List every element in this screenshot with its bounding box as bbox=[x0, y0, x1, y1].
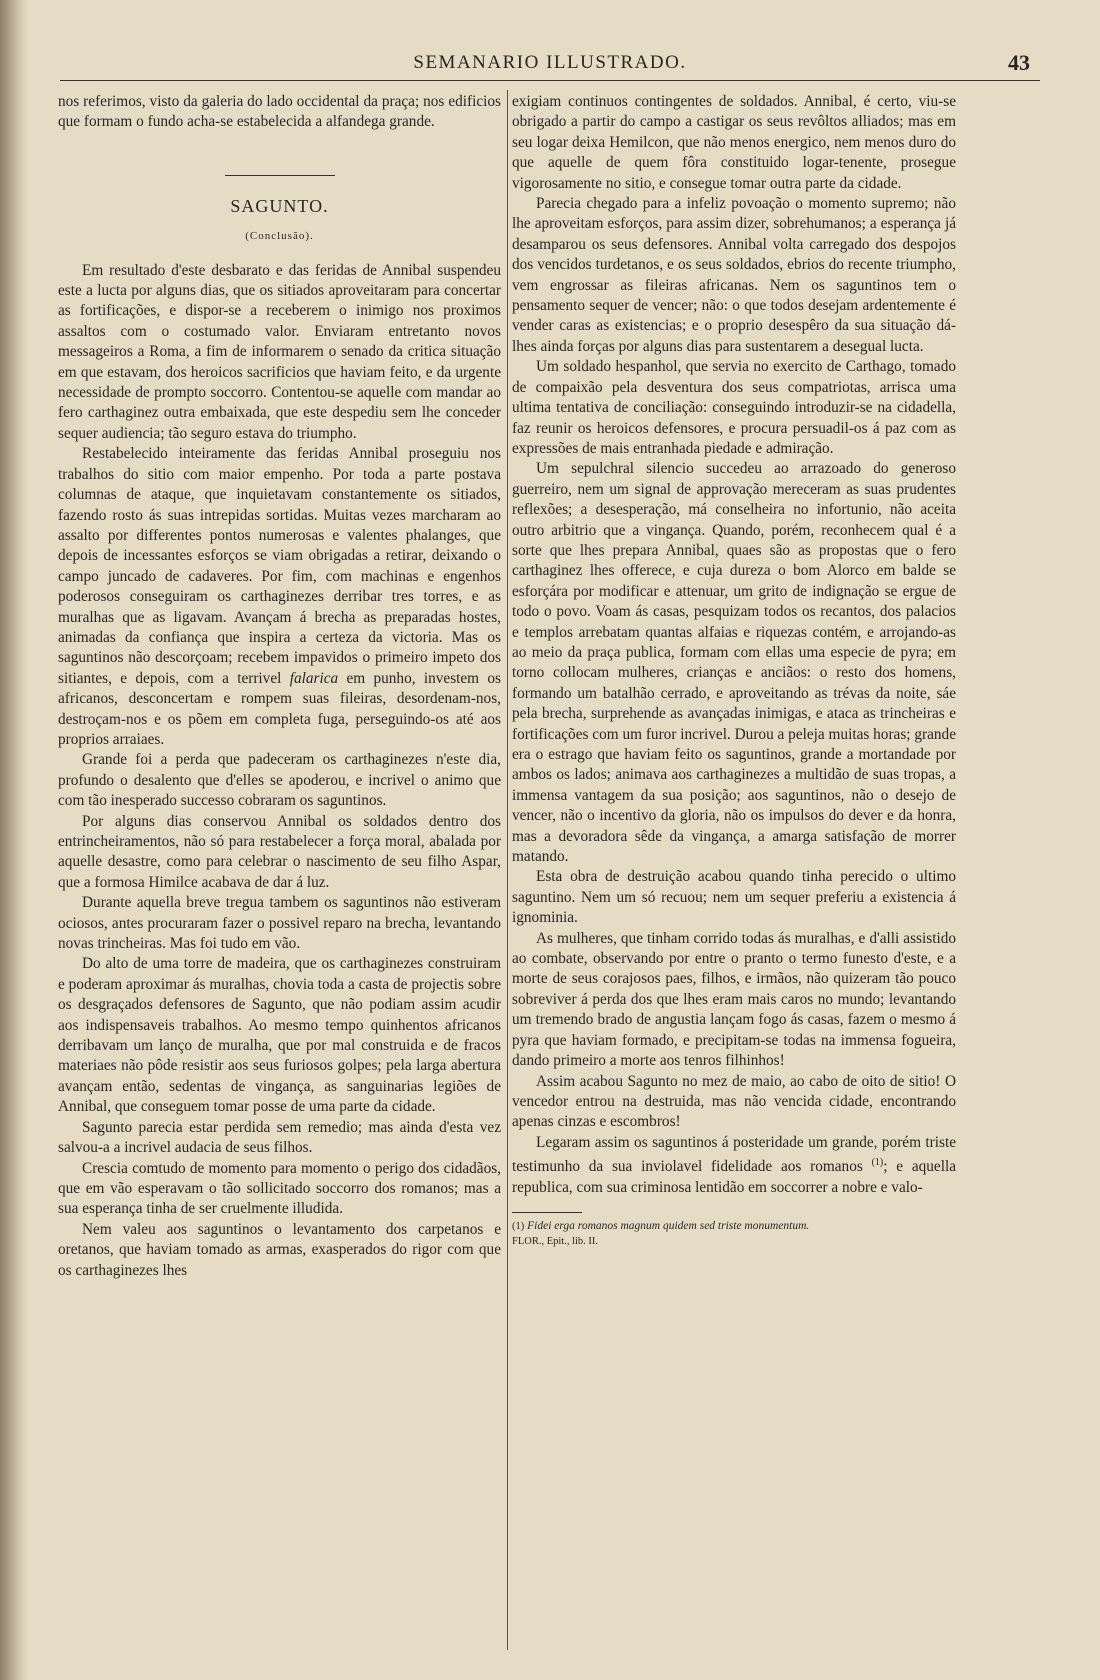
paragraph-text: em punho, investem os africanos, desconcertam e rompem suas fileiras, desordenam-nos, destroçam-nos e os põem em completa fuga, perseguindo-os até aos proprios arraiaes. bbox=[58, 669, 501, 748]
italic-word: falarica bbox=[289, 669, 339, 687]
running-title: SEMANARIO ILLUSTRADO. bbox=[413, 52, 687, 73]
footnote bbox=[512, 1219, 956, 1249]
paragraph-text: Legaram assim os saguntinos á posteridade um grande, porém triste testimunho da sua inviolavel fidelidade aos romanos bbox=[512, 1133, 956, 1176]
paragraph: Crescia comtudo de momento para momento o perigo dos cidadãos, que em vão esperavam o tão sollicitado soccorro dos romanos; mas a sua esperança tinha de ser cruelmente illudida. bbox=[58, 1159, 501, 1218]
paragraph bbox=[58, 444, 501, 750]
paragraph: Do alto de uma torre de madeira, que os carthaginezes construiram e poderam aproximar ás muralhas, chovia toda a casta de projectis sobre os desgraçados defensores de Sagunto, que não podiam assim acudir aos indispensaveis trabalhos. Ao mesmo tempo quinhentos africanos derribavam um lanço de muralha, que por mal construida e de fracos materiaes não pôde resistir aos seus furiosos golpes; pela larga abertura avançam então, sedentas de vingança, as sanguinarias legiões de Annibal, que conseguem tomar posse de uma parte da cidade. bbox=[58, 955, 501, 1116]
article-title: SAGUNTO. bbox=[230, 195, 329, 216]
paragraph: exigiam continuos contingentes de soldados. Annibal, é certo, viu-se obrigado a partir do campo a castigar os seus revôltos alliados; mas em seu logar deixa Hemilcon, que não menos energico, nem menos duro do que aquelle de quem fôra constituido logar-tenente, prosegue vigorosamente no sitio, e consegue tomar outra parte da cidade. bbox=[512, 93, 956, 192]
section-separator bbox=[225, 175, 335, 176]
paragraph: Assim acabou Sagunto no mez de maio, ao cabo de oito de sitio! O vencedor entrou na destruida, mas não vencida cidade, encontrando apenas cinzas e escombros! bbox=[512, 1072, 956, 1131]
paragraph: As mulheres, que tinham corrido todas ás muralhas, e d'alli assistido ao combate, observando por entre o pranto o termo funesto d'este, e a morte de seus corajosos paes, filhos, e irmãos, não quizeram tão pouco sobreviver á perda dos que lhes eram mais caros no mundo; levantando um tremendo brado de angustia lançam fogo ás casas, fazem o mesmo á pyra que haviam formado, e precipitam-se todas na immensa fogueira, dando primeiro a morte aos tenros filhinhos! bbox=[512, 929, 956, 1070]
paragraph: Em resultado d'este desbarato e das feridas de Annibal suspendeu este a lucta por alguns dias, que os sitiados aproveitaram para concertar as fortificações, e dispor-se a receberem o inimigo nos proximos assaltos com o costumado valor. Enviaram entretanto novos messageiros a Roma, a fim de informarem o senado da critica situação em que estavam, dos heroicos sacrificios que haviam feito, e da urgente necessidade de prompto soccorro. Contentou-se aquelle com mandar ao fero carthaginez outra embaixada, que este despediu sem lhe conceder sequer audiencia; tão seguro estava do triumpho. bbox=[58, 261, 501, 442]
page-binding-shadow bbox=[0, 0, 28, 1680]
paragraph: Parecia chegado para a infeliz povoação o momento supremo; não lhe aproveitam esforços, para assim dizer, sobrehumanos; a esperança já desamparou os seus defensores. Annibal volta carregado dos despojos dos vencidos turdetanos, e os seus soldados, ebrios do recente triumpho, vem engrossar as fileiras africanas. Nem os saguntinos tem o pensamento sequer de vencer; não: o que todos desejam ardentemente é vender caras as existencias; e o proprio desespêro da sua situação dá-lhes ainda forças por alguns dias para sustentarem a desegual lucta. bbox=[512, 195, 956, 355]
paragraph bbox=[512, 1133, 956, 1198]
footnote-text: Fidei erga romanos magnum quidem sed triste monumentum. bbox=[527, 1220, 810, 1233]
right-column bbox=[512, 92, 956, 1249]
paragraph: Nem valeu aos saguntinos o levantamento dos carpetanos e oretanos, que haviam tomado as armas, exasperados do rigor com que os carthaginezes lhes bbox=[58, 1220, 501, 1279]
page-header bbox=[60, 50, 1040, 81]
paragraph: Por alguns dias conservou Annibal os soldados dentro dos entrincheiramentos, não só para restabelecer a força moral, abalada por aquelle desastre, como para celebrar o nascimento de seu filho Aspar, que a formosa Himilce acabava de dar á luz. bbox=[58, 812, 501, 891]
paragraph: Sagunto parecia estar perdida sem remedio; mas ainda d'esta vez salvou-a a incrivel audacia de seus filhos. bbox=[58, 1118, 501, 1157]
footnote-source: FLOR., Epit., lib. II. bbox=[512, 1236, 599, 1248]
column-divider bbox=[507, 90, 508, 1650]
paragraph: Um soldado hespanhol, que servia no exercito de Carthago, tomado de compaixão pela desventura dos seus compatriotas, arrisca uma ultima tentativa de conciliação: conseguindo introduzir-se na cidadella, faz reunir os heroicos defensores, e procura persuadil-os á paz com as expressões de mais entranhada piedade e admiração. bbox=[512, 358, 956, 457]
paragraph-text: ; e aquella republica, com sua criminosa lentidão em soccorrer a nobre e valo- bbox=[512, 1158, 956, 1196]
page-number: 43 bbox=[1008, 50, 1030, 75]
footnote-reference: (1) bbox=[871, 1157, 884, 1169]
paragraph: Um sepulchral silencio succedeu ao arrazoado do generoso guerreiro, nem um signal de approvação mereceram as suas prudentes reflexões; a desesperação, má conselheira no infortunio, não aceita outro arbitrio que a vingança. Quando, porém, reconhecem qual é a sorte que lhes prepara Annibal, quaes são as propostas que o fero carthaginez lhes offerece, e cuja dureza o bom Alorco em balde se esforçára por modificar e attenuar, um grito de indignação se ergue de todo o povo. Voam ás casas, pesquizam todos os recantos, dos palacios e templos arrebatam quantas alfaias e riquezas contém, e arrojando-as ao meio da praça publica, formam com ellas uma especie de pyra; em torno collocam mulheres, crianças e anciãos: o resto dos homens, formando um batalhão cerrado, e aproveitando as trévas da noite, sáe pela brecha, surprehende as avançadas inimigas, e ataca as trincheiras e fortificações com um furor incrivel. Durou a peleja muitas horas; grande era o estrago que haviam feito os saguntinos, grande a mortandade por ambos os lados; animava aos carthaginezes a multidão de suas tropas, a immensa vantagem da sua posição; aos saguntinos, não o desejo de vencer, não o incentivo da gloria, não os impulsos do dever e da honra, mas a devoradora sêde da vingança, a amarga satisfação de morrer matando. bbox=[512, 460, 956, 866]
left-column bbox=[58, 92, 501, 1281]
article-subtitle: (Conclusão). bbox=[245, 230, 314, 243]
intro-paragraph: nos referimos, visto da galeria do lado occidental da praça; nos edificios que formam o fundo acha-se estabelecida a alfandega grande. bbox=[58, 93, 501, 131]
paragraph: Esta obra de destruição acabou quando tinha perecido o ultimo saguntino. Nem um só recuou; nem um sequer preferiu a existencia á ignominia. bbox=[512, 868, 956, 927]
paragraph-text: Restabelecido inteiramente das feridas Annibal proseguiu nos trabalhos do sitio com maior empenho. Por toda a parte postava columnas de ataque, que inquietavam constantemente os sitiados, fazendo rosto ás suas intrepidas sortidas. Muitas vezes marcharam ao assalto por differentes pontos numerosas e valentes phalanges, que depois de incessantes esforços se viam obrigadas a retirar, deixando o campo juncado de cadaveres. Por fim, com machinas e engenhos poderosos conseguiram os carthaginezes derribar tres torres, e as muralhas que as ligavam. Avançam á brecha as preparadas hostes, animadas da confiança que inspira a certeza da victoria. Mas os saguntinos não descorçoam; recebem impavidos o primeiro impeto dos sitiantes, e depois, com a terrivel bbox=[58, 445, 501, 687]
paragraph: Grande foi a perda que padeceram os carthaginezes n'este dia, profundo o desalento que d'elles se apoderou, e incrivel o animo que com tão inesperado successo cobraram os saguntinos. bbox=[58, 751, 501, 810]
footnote-rule bbox=[512, 1212, 582, 1213]
footnote-marker: (1) bbox=[512, 1221, 525, 1233]
paragraph: Durante aquella breve tregua tambem os saguntinos não estiveram ociosos, antes procuraram fazer o possivel reparo na brecha, levantando novas trincheiras. Mas foi tudo em vão. bbox=[58, 894, 501, 953]
